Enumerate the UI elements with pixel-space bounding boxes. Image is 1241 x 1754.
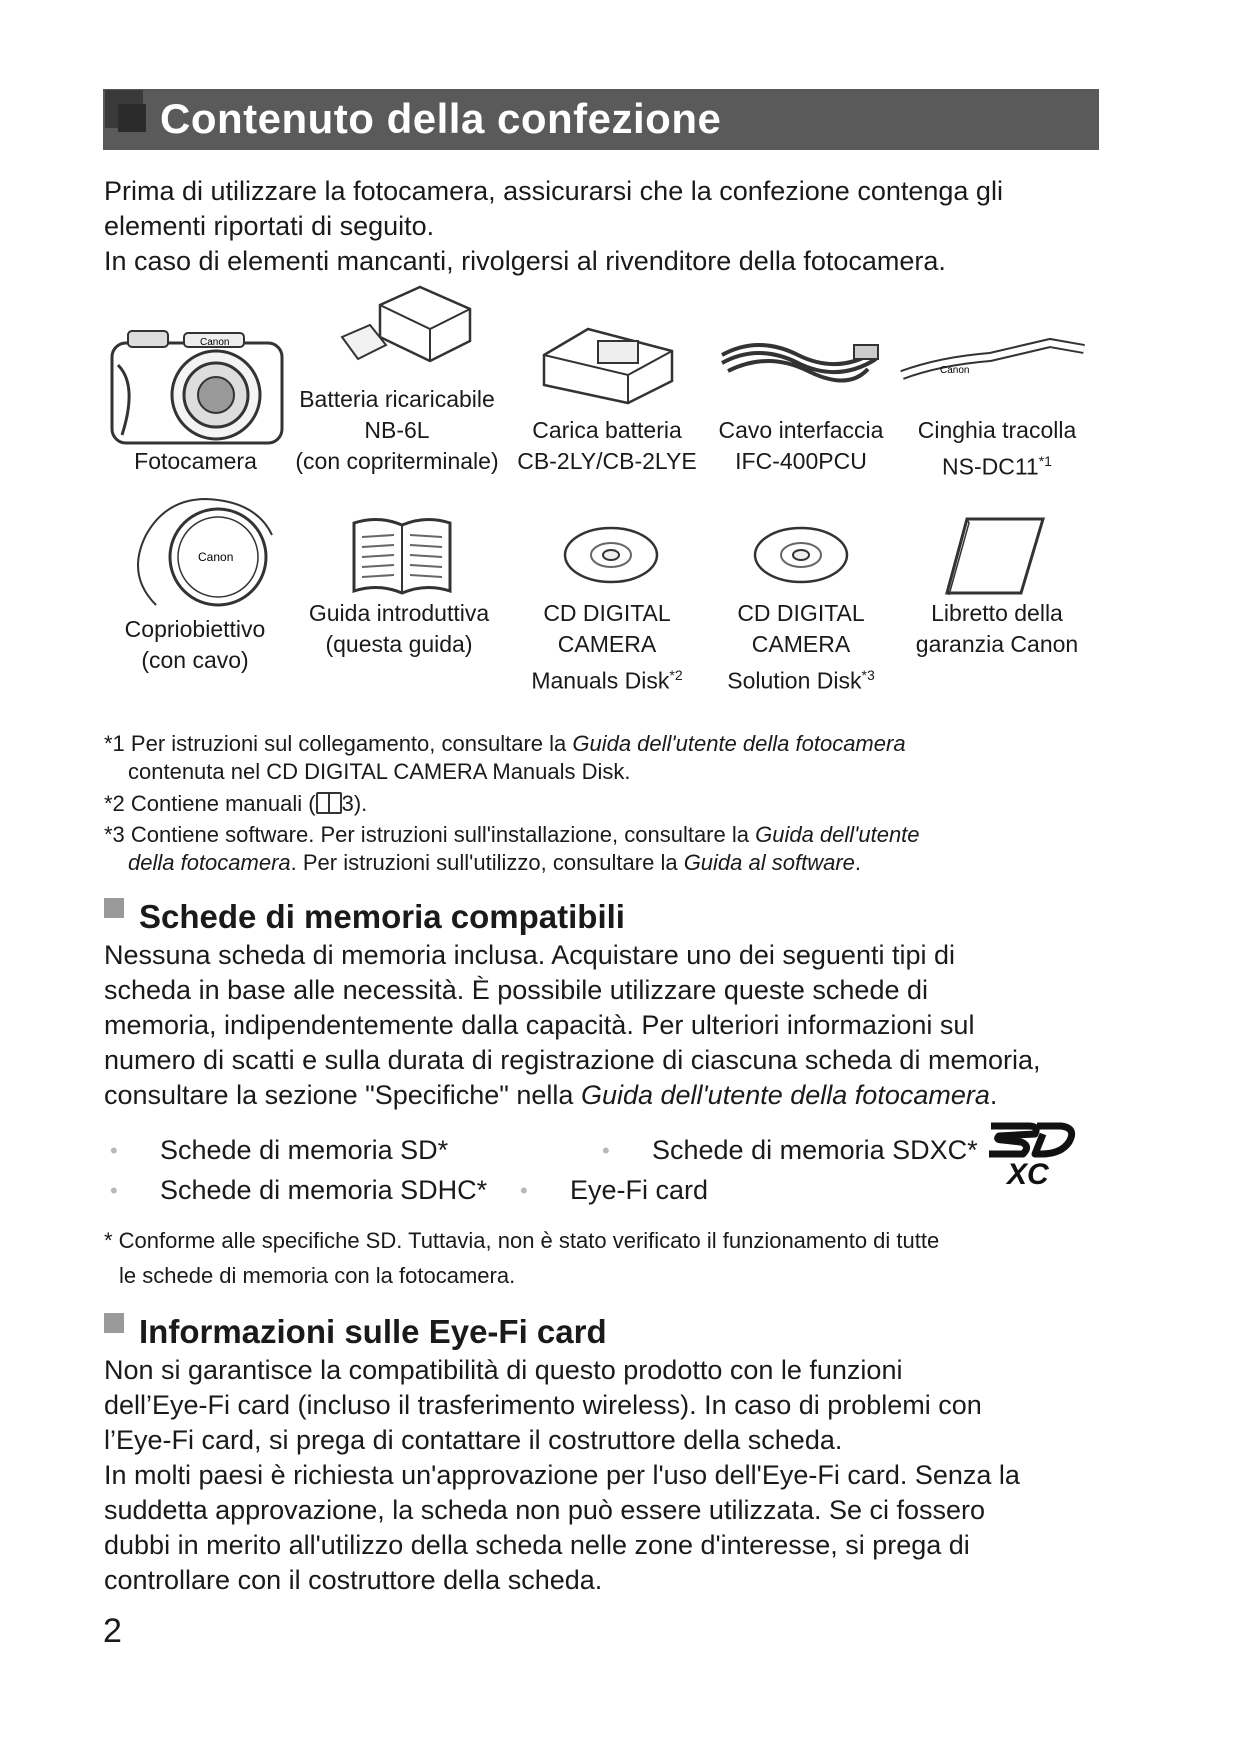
camera-illustration (108, 325, 288, 445)
cd-solution-footnote-mark: *3 (861, 667, 875, 683)
caption-battery-l1: Batteria ricaricabile (299, 386, 495, 412)
caption-cd-manuals-l1: CD DIGITAL (543, 600, 671, 626)
caption-cd-solution-l3 (706, 660, 896, 697)
caption-cd-manuals-l2: CAMERA (557, 631, 657, 657)
memory-line-3: memoria, indipendentemente dalla capacità. Per ulteriori informazioni sul (104, 1010, 975, 1040)
caption-warranty-l2: garanzia Canon (915, 631, 1079, 657)
bullet-sdhc: • (110, 1178, 118, 1203)
cable-illustration (718, 325, 880, 395)
caption-battery-l3: (con copriterminale) (295, 448, 499, 474)
bullet-sd: • (110, 1138, 118, 1163)
footnote-3-cont: della fotocamera. Per istruzioni sull'utilizzo, consultare la Guida al software. (128, 850, 862, 875)
guide-illustration (350, 515, 454, 597)
eyefi-line-7: controllare con il costruttore della scheda. (104, 1565, 603, 1595)
memory-line-4: numero di scatti e sulla durata di registrazione di ciascuna scheda di memoria, (104, 1045, 1041, 1075)
sdxc-logo-icon (985, 1120, 1077, 1191)
card-sdhc: Schede di memoria SDHC* (160, 1175, 488, 1205)
eyefi-line-3: l’Eye-Fi card, si prega di contattare il costruttore della scheda. (104, 1425, 843, 1455)
eyefi-heading-square (104, 1313, 124, 1333)
memory-note-1: * Conforme alle specifiche SD. Tuttavia, non è stato verificato il funzionamento di tutte (104, 1228, 940, 1253)
memory-line-1: Nessuna scheda di memoria inclusa. Acquistare uno dei seguenti tipi di (104, 940, 955, 970)
eyefi-line-2: dell’Eye-Fi card (incluso il trasferimento wireless). In caso di problemi con (104, 1390, 982, 1420)
intro-line-3: In caso di elementi mancanti, rivolgersi al rivenditore della fotocamera. (104, 246, 946, 276)
caption-camera: Fotocamera (134, 448, 257, 474)
page-number: 2 (103, 1612, 122, 1650)
battery-illustration (340, 285, 475, 385)
memory-line-5: consultare la sezione "Specifiche" nella Guida dell'utente della fotocamera. (104, 1080, 998, 1110)
lens-cap-brand-label: Canon (198, 550, 234, 564)
cd-solution-illustration (752, 525, 850, 585)
intro-line-1: Prima di utilizzare la fotocamera, assicurarsi che la confezione contenga gli (104, 176, 1003, 206)
caption-battery-l2: NB-6L (364, 417, 430, 443)
caption-cd-solution-l1: CD DIGITAL (737, 600, 865, 626)
memory-note-2: le schede di memoria con la fotocamera. (119, 1263, 516, 1288)
caption-lenscap-l1: Copriobiettivo (124, 616, 266, 642)
eyefi-line-1: Non si garantisce la compatibilità di questo prodotto con le funzioni (104, 1355, 903, 1385)
caption-lenscap-l2: (con cavo) (141, 647, 249, 673)
eyefi-line-4: In molti paesi è richiesta un'approvazione per l'uso dell'Eye-Fi card. Senza la (104, 1460, 1020, 1490)
bullet-sdxc: • (602, 1138, 610, 1163)
page-title: Contenuto della confezione (160, 95, 722, 142)
caption-charger-l1: Carica batteria (532, 417, 682, 443)
title-square-decoration-inner (118, 104, 146, 132)
strap-brand-label: Canon (940, 365, 970, 376)
footnote-1: *1 Per istruzioni sul collegamento, consultare la Guida dell'utente della fotocamera (104, 731, 906, 756)
cd-manuals-footnote-mark: *2 (669, 667, 683, 683)
caption-charger-l2: CB-2LY/CB-2LYE (517, 448, 697, 474)
caption-guide-l2: (questa guida) (325, 631, 473, 657)
card-sdxc: Schede di memoria SDXC* (652, 1135, 978, 1165)
footnote-2: *2 Contiene manuali ( 3). (104, 791, 368, 816)
caption-cable-l2: IFC-400PCU (735, 448, 867, 474)
memory-heading-square (104, 898, 124, 918)
eyefi-line-6: dubbi in merito all'utilizzo della scheda nelle zone d'interesse, si prega di (104, 1530, 970, 1560)
caption-cable-l1: Cavo interfaccia (718, 417, 884, 443)
caption-cd-manuals-l3 (512, 660, 702, 697)
memory-line-2: scheda in base alle necessità. È possibile utilizzare queste schede di (104, 975, 928, 1005)
lens-cap-illustration (126, 495, 276, 615)
caption-strap-l2 (902, 446, 1092, 483)
memory-heading: Schede di memoria compatibili (139, 898, 625, 935)
eyefi-heading: Informazioni sulle Eye-Fi card (139, 1313, 607, 1350)
caption-strap-l1: Cinghia tracolla (917, 417, 1077, 443)
eyefi-line-5: suddetta approvazione, la scheda non può essere utilizzata. Se ci fossero (104, 1495, 986, 1525)
warranty-booklet-illustration (945, 515, 1045, 597)
cd-manuals-name: Manuals Disk (531, 667, 670, 694)
charger-illustration (538, 315, 678, 405)
caption-cd-solution-l2: CAMERA (751, 631, 851, 657)
strap-model: NS-DC11 (942, 453, 1039, 480)
camera-brand-label: Canon (200, 337, 230, 348)
svg-text:XC: XC (1007, 1158, 1049, 1191)
cd-solution-name: Solution Disk (727, 667, 862, 694)
card-eyefi: Eye-Fi card (570, 1175, 709, 1205)
strap-illustration (900, 335, 1086, 390)
cd-manuals-illustration (562, 525, 660, 585)
bullet-eyefi: • (520, 1178, 528, 1203)
caption-guide-l1: Guida introduttiva (308, 600, 490, 626)
strap-footnote-mark: *1 (1038, 453, 1052, 469)
intro-line-2: elementi riportati di seguito. (104, 211, 435, 241)
book-icon (316, 792, 342, 814)
card-sd: Schede di memoria SD* (160, 1135, 449, 1165)
footnote-1-cont: contenuta nel CD DIGITAL CAMERA Manuals Disk. (128, 759, 631, 784)
caption-warranty-l1: Libretto della (931, 600, 1063, 626)
footnote-3: *3 Contiene software. Per istruzioni sull'installazione, consultare la Guida dell'utente (104, 822, 920, 847)
